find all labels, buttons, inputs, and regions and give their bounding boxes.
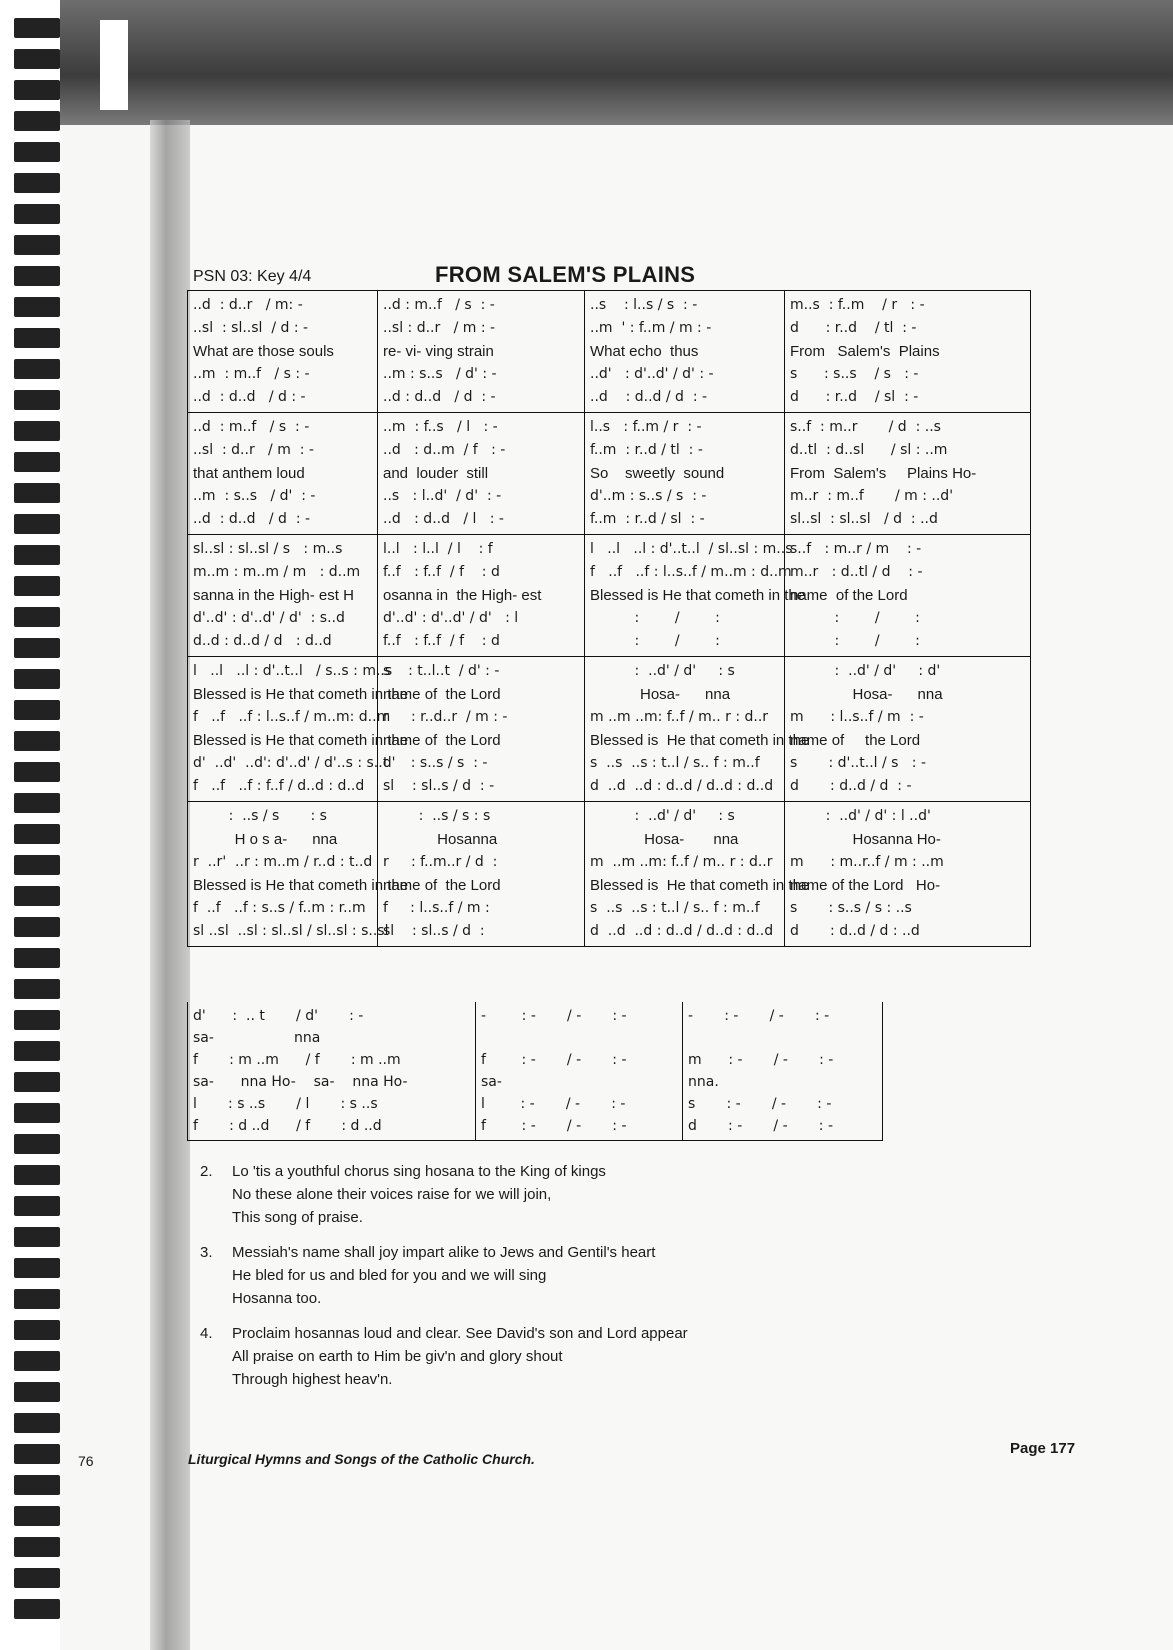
lyric-line: Hosanna (383, 831, 498, 848)
score-cell (683, 1002, 883, 1141)
solfa-line: sl : sl..s / d : (383, 923, 485, 939)
binding-ring (14, 1506, 60, 1526)
lyric-line: name of the Lord (790, 587, 908, 604)
solfa-final-row (187, 1002, 883, 1141)
lyric-line: Hosa- nna (590, 686, 731, 703)
score-row (188, 413, 1031, 535)
solfa-score-table (187, 290, 1031, 947)
lyric-line: Blessed is He that cometh in the (193, 877, 409, 894)
solfa-line: : ..d' / d' : s (590, 663, 735, 679)
binding-ring (14, 1134, 60, 1154)
verse-line: All praise on earth to Him be giv'n and glory shout (232, 1348, 563, 1365)
solfa-line: ..d : d..d / d : - (590, 389, 708, 405)
solfa-line: m..s : f..m / r : - (790, 297, 925, 313)
solfa-line: : / : (790, 633, 920, 649)
binding-ring (14, 917, 60, 937)
binding-ring (14, 359, 60, 379)
solfa-line: l..l : l..l / l : f (383, 541, 493, 557)
binding-ring (14, 700, 60, 720)
solfa-line: ..sl : sl..sl / d : - (193, 320, 309, 336)
score-cell (585, 535, 806, 657)
binding-ring (14, 607, 60, 627)
solfa-line: ..m : m..f / s : - (193, 366, 310, 382)
solfa-line: d ..d ..d : d..d / d..d : d..d (590, 778, 774, 794)
binding-ring (14, 266, 60, 286)
verse-line: No these alone their voices raise for we will join, (232, 1186, 552, 1203)
solfa-line: s..f : m..r / m : - (790, 541, 922, 557)
solfa-line: r : f..m..r / d : (383, 854, 498, 870)
solfa-line: ..d : d..d / d : - (383, 389, 496, 405)
solfa-line: - : - / - : - (688, 1008, 830, 1024)
score-cell (188, 413, 378, 535)
solfa-line: m..m : m..m / m : d..m (193, 564, 361, 580)
solfa-line: l : - / - : - (481, 1096, 626, 1112)
score-cell (785, 802, 1031, 947)
binding-ring (14, 1165, 60, 1185)
score-cell (585, 802, 810, 947)
binding-ring (14, 731, 60, 751)
solfa-line: ..sl : d..r / m : - (193, 442, 314, 458)
verse-line: Lo 'tis a youthful chorus sing hosana to the King of kings (232, 1163, 606, 1180)
score-cell (378, 802, 585, 947)
binding-ring (14, 762, 60, 782)
binding-ring (14, 49, 60, 69)
binding-ring (14, 173, 60, 193)
lyric-line: that anthem loud (193, 465, 305, 482)
score-cell (378, 291, 585, 413)
score-row (188, 535, 1031, 657)
lyric-line: Blessed is He that cometh in the (590, 877, 810, 894)
score-cell (378, 535, 585, 657)
solfa-line: s : t..l..t / d' : - (383, 663, 500, 679)
solfa-line: m..r : d..tl / d : - (790, 564, 923, 580)
solfa-line: d..tl : d..sl / sl : ..m (790, 442, 948, 458)
score-cell (188, 802, 409, 947)
solfa-line: sl : sl..s / d : - (383, 778, 495, 794)
binding-ring (14, 1475, 60, 1495)
binding-ring (14, 514, 60, 534)
binding-ring (14, 1444, 60, 1464)
score-row (188, 291, 1031, 413)
solfa-line: ..d : d..d / d : - (193, 389, 306, 405)
lyric-line: osanna in the High- est (383, 587, 542, 604)
binding-ring (14, 1382, 60, 1402)
binding-ring (14, 18, 60, 38)
score-cell (188, 1002, 476, 1141)
solfa-line: s ..s ..s : t..l / s.. f : m..f (590, 755, 760, 771)
score-cell (785, 535, 1031, 657)
binding-ring (14, 948, 60, 968)
solfa-line: ..d : d..d / l : - (383, 511, 504, 527)
binding-ring (14, 1072, 60, 1092)
score-cell (585, 413, 785, 535)
solfa-line: t : s..s / s : - (383, 755, 488, 771)
binding-ring (14, 1351, 60, 1371)
solfa-line: : / : (590, 610, 720, 626)
score-row (188, 802, 1031, 947)
solfa-line: ..s : l..d' / d' : - (383, 488, 502, 504)
solfa-line: : ..s / s : s (193, 808, 327, 824)
binding-ring (14, 297, 60, 317)
binding-ring (14, 545, 60, 565)
binding-ring (14, 1227, 60, 1247)
solfa-line: m ..m ..m: f..f / m.. r : d..r (590, 709, 769, 725)
binding-ring (14, 1196, 60, 1216)
lyric-line: nna. (688, 1074, 719, 1090)
solfa-line: ..sl : d..r / m : - (383, 320, 496, 336)
binding-ring (14, 421, 60, 441)
binding-ring (14, 452, 60, 472)
binding-ring (14, 483, 60, 503)
solfa-line: ..d : d..m / f : - (383, 442, 506, 458)
solfa-line: ..d : d..d / d : - (193, 511, 311, 527)
solfa-line: l ..l ..l : d'..t..l / sl..sl : m..s (590, 541, 793, 557)
solfa-line: r : r..d..r / m : - (383, 709, 508, 725)
solfa-line: d : r..d / tl : - (790, 320, 917, 336)
lyric-line: Hosa- nna (590, 831, 739, 848)
verse-number: 4. (200, 1325, 213, 1342)
solfa-line: f : l..s..f / m : (383, 900, 490, 916)
verse-line: Proclaim hosannas loud and clear. See David's son and Lord appear (232, 1325, 688, 1342)
lyric-line: Blessed is He that cometh in the (590, 732, 810, 749)
solfa-line: f : d ..d / f : d ..d (193, 1118, 382, 1134)
solfa-line: m ..m ..m: f..f / m.. r : d..r (590, 854, 773, 870)
solfa-line: l : s ..s / l : s ..s (193, 1096, 378, 1112)
solfa-line: : ..s / s : s (383, 808, 491, 824)
binding-ring (14, 1599, 60, 1619)
lyric-line: Hosa- nna (790, 686, 943, 703)
binding-ring (14, 1103, 60, 1123)
solfa-line: d : d..d / d : ..d (790, 923, 920, 939)
solfa-line: : ..d' / d' : s (590, 808, 735, 824)
solfa-line: r ..r' ..r : m..m / r..d : t..d (193, 854, 373, 870)
score-cell (188, 535, 378, 657)
solfa-line: ..m ' : f..m / m : - (590, 320, 712, 336)
lyric-line: From Salem's Plains Ho- (790, 465, 977, 482)
score-cell (476, 1002, 683, 1141)
binding-ring (14, 328, 60, 348)
solfa-line: d'..m : s..s / s : - (590, 488, 707, 504)
solfa-line: s : s..s / s : - (790, 366, 919, 382)
solfa-line: sl..sl : sl..sl / d : ..d (790, 511, 938, 527)
solfa-line: d' : .. t / d' : - (193, 1008, 364, 1024)
solfa-line: ..d : m..f / s : - (193, 419, 310, 435)
lyric-line: name of the Lord Ho- (790, 877, 941, 894)
binding-ring (14, 142, 60, 162)
binding-ring (14, 824, 60, 844)
lyric-line: What are those souls (193, 343, 334, 360)
verse-number: 3. (200, 1244, 213, 1261)
lyric-line (688, 1027, 877, 1049)
solfa-line: sl ..sl ..sl : sl..sl / sl..sl : s..sl (193, 923, 389, 939)
solfa-line: f..f : f..f / f : d (383, 564, 500, 580)
footer-page-number: Page 177 (1010, 1440, 1076, 1457)
solfa-line: m : m..r..f / m : ..m (790, 854, 944, 870)
solfa-line: f ..f ..f : f..f / d..d : d..d (193, 778, 365, 794)
binding-ring (14, 1041, 60, 1061)
lyric-line: name of the Lord (383, 877, 501, 894)
solfa-line: f..m : r..d / tl : - (590, 442, 703, 458)
lyric-line: sa- nna Ho- sa- nna Ho- (193, 1074, 408, 1090)
solfa-line: ..d : m..f / s : - (383, 297, 495, 313)
lyric-line: H o s a- nna (193, 831, 338, 848)
binding-ring (14, 638, 60, 658)
verse-line: Hosanna too. (232, 1290, 322, 1307)
solfa-line: d : d..d / d : - (790, 778, 912, 794)
hymn-header (193, 262, 1033, 290)
lyric-line: Blessed is He that cometh in the (590, 587, 806, 604)
binding-ring (14, 111, 60, 131)
lyric-line: sanna in the High- est H (193, 587, 354, 604)
solfa-line: d : r..d / sl : - (790, 389, 919, 405)
footer-left-page: 76 (78, 1453, 94, 1469)
binding-ring (14, 855, 60, 875)
solfa-line: f : - / - : - (481, 1052, 627, 1068)
solfa-line: m..r : m..f / m : ..d' (790, 488, 954, 504)
solfa-line: d' ..d' ..d': d'..d' / d'..s : s..d' (193, 755, 396, 771)
solfa-line: ..s : l..s / s : - (590, 297, 698, 313)
solfa-line: d..d : d..d / d : d..d (193, 633, 332, 649)
solfa-line: f ..f ..f : l..s..f / m..m : d..m (590, 564, 792, 580)
hymn-code-key: PSN 03: Key 4/4 (193, 268, 312, 285)
solfa-line: s..f : m..r / d : ..s (790, 419, 941, 435)
lyric-line: re- vi- ving strain (383, 343, 494, 360)
solfa-line: l..s : f..m / r : - (590, 419, 702, 435)
score-row (188, 657, 1031, 802)
score-cell (188, 291, 378, 413)
solfa-line: : ..d' / d' : d' (790, 663, 941, 679)
binding-ring (14, 576, 60, 596)
binding-ring (14, 1289, 60, 1309)
lyric-line: name of the Lord (383, 732, 501, 749)
verse (200, 1160, 1000, 1229)
solfa-line: ..d : d..r / m: - (193, 297, 303, 313)
solfa-line: : ..d' / d' : l ..d' (790, 808, 931, 824)
solfa-line: d'..d' : d'..d' / d' : l (383, 610, 519, 626)
solfa-line: sl..sl : sl..sl / s : m..s (193, 541, 343, 557)
score-cell (585, 657, 810, 802)
solfa-line: ..m : s..s / d' : - (193, 488, 316, 504)
lyric-line: From Salem's Plains (790, 343, 940, 360)
solfa-line: s : d'..t..l / s : - (790, 755, 927, 771)
verses (200, 1160, 1000, 1403)
solfa-line: l ..l ..l : d'..t..l / s..s : m..s (193, 663, 393, 679)
solfa-line: f..f : f..f / f : d (383, 633, 500, 649)
solfa-line: m : l..s..f / m : - (790, 709, 924, 725)
lyric-line: sa- (481, 1074, 502, 1090)
solfa-line: ..m : s..s / d' : - (383, 366, 497, 382)
score-cell (785, 657, 1031, 802)
score-cell (785, 291, 1031, 413)
solfa-line: ..d' : d'..d' / d' : - (590, 366, 714, 382)
solfa-line: f : - / - : - (481, 1118, 627, 1134)
lyric-line (481, 1027, 677, 1049)
solfa-line: f ..f ..f : s..s / f..m : r..m (193, 900, 366, 916)
score-cell (188, 657, 409, 802)
solfa-line: d ..d ..d : d..d / d..d : d..d (590, 923, 774, 939)
verse-number: 2. (200, 1163, 213, 1180)
binding-ring (14, 793, 60, 813)
solfa-line: s : - / - : - (688, 1096, 832, 1112)
binding-ring (14, 1413, 60, 1433)
solfa-line: s ..s ..s : t..l / s.. f : m..f (590, 900, 760, 916)
binding-ring (14, 1568, 60, 1588)
lyric-line: name of the Lord (790, 732, 921, 749)
score-cell (378, 413, 585, 535)
binding-ring (14, 669, 60, 689)
solfa-line: - : - / - : - (481, 1008, 627, 1024)
solfa-line: d'..d' : d'..d' / d' : s..d (193, 610, 345, 626)
scan-shadow-band (60, 0, 1173, 125)
lyric-line: and louder still (383, 465, 489, 482)
hymn-title: FROM SALEM'S PLAINS (435, 262, 696, 287)
spiral-binding (0, 0, 60, 1650)
lyric-line: Blessed is He that cometh in the (193, 686, 409, 703)
solfa-line: f..m : r..d / sl : - (590, 511, 705, 527)
verse-line: Through highest heav'n. (232, 1371, 393, 1388)
binding-ring (14, 1537, 60, 1557)
score-cell (378, 657, 585, 802)
footer-book-title: Liturgical Hymns and Songs of the Catholic Church. (188, 1451, 535, 1467)
solfa-line: d : - / - : - (688, 1118, 833, 1134)
verse (200, 1322, 1000, 1391)
lyric-line: So sweetly sound (590, 465, 725, 482)
solfa-line: : / : (590, 633, 720, 649)
binding-ring (14, 390, 60, 410)
lyric-line: sa- nna (193, 1030, 321, 1046)
verse-line: He bled for us and bled for you and we will sing (232, 1267, 547, 1284)
score-cell (785, 413, 1031, 535)
binding-ring (14, 886, 60, 906)
lyric-line: Blessed is He that cometh in the (193, 732, 409, 749)
solfa-line: f ..f ..f : l..s..f / m..m: d..m (193, 709, 391, 725)
solfa-line: f : m ..m / f : m ..m (193, 1052, 401, 1068)
solfa-line: s : s..s / s : ..s (790, 900, 912, 916)
lyric-line: What echo thus (590, 343, 699, 360)
binding-ring (14, 1258, 60, 1278)
lyric-line: Hosanna Ho- (790, 831, 941, 848)
solfa-line: ..m : f..s / l : - (383, 419, 498, 435)
binding-ring (14, 80, 60, 100)
verse (200, 1241, 1000, 1310)
binding-ring (14, 235, 60, 255)
solfa-line: m : - / - : - (688, 1052, 834, 1068)
verse-line: This song of praise. (232, 1209, 363, 1226)
binding-ring (14, 979, 60, 999)
solfa-line: : / : (790, 610, 920, 626)
score-cell (585, 291, 785, 413)
binding-ring (14, 1320, 60, 1340)
scan-spine-shadow (150, 120, 190, 1650)
binding-ring (14, 1010, 60, 1030)
verse-line: Messiah's name shall joy impart alike to Jews and Gentil's heart (232, 1244, 656, 1261)
binding-ring (14, 204, 60, 224)
lyric-line: name of the Lord (383, 686, 501, 703)
